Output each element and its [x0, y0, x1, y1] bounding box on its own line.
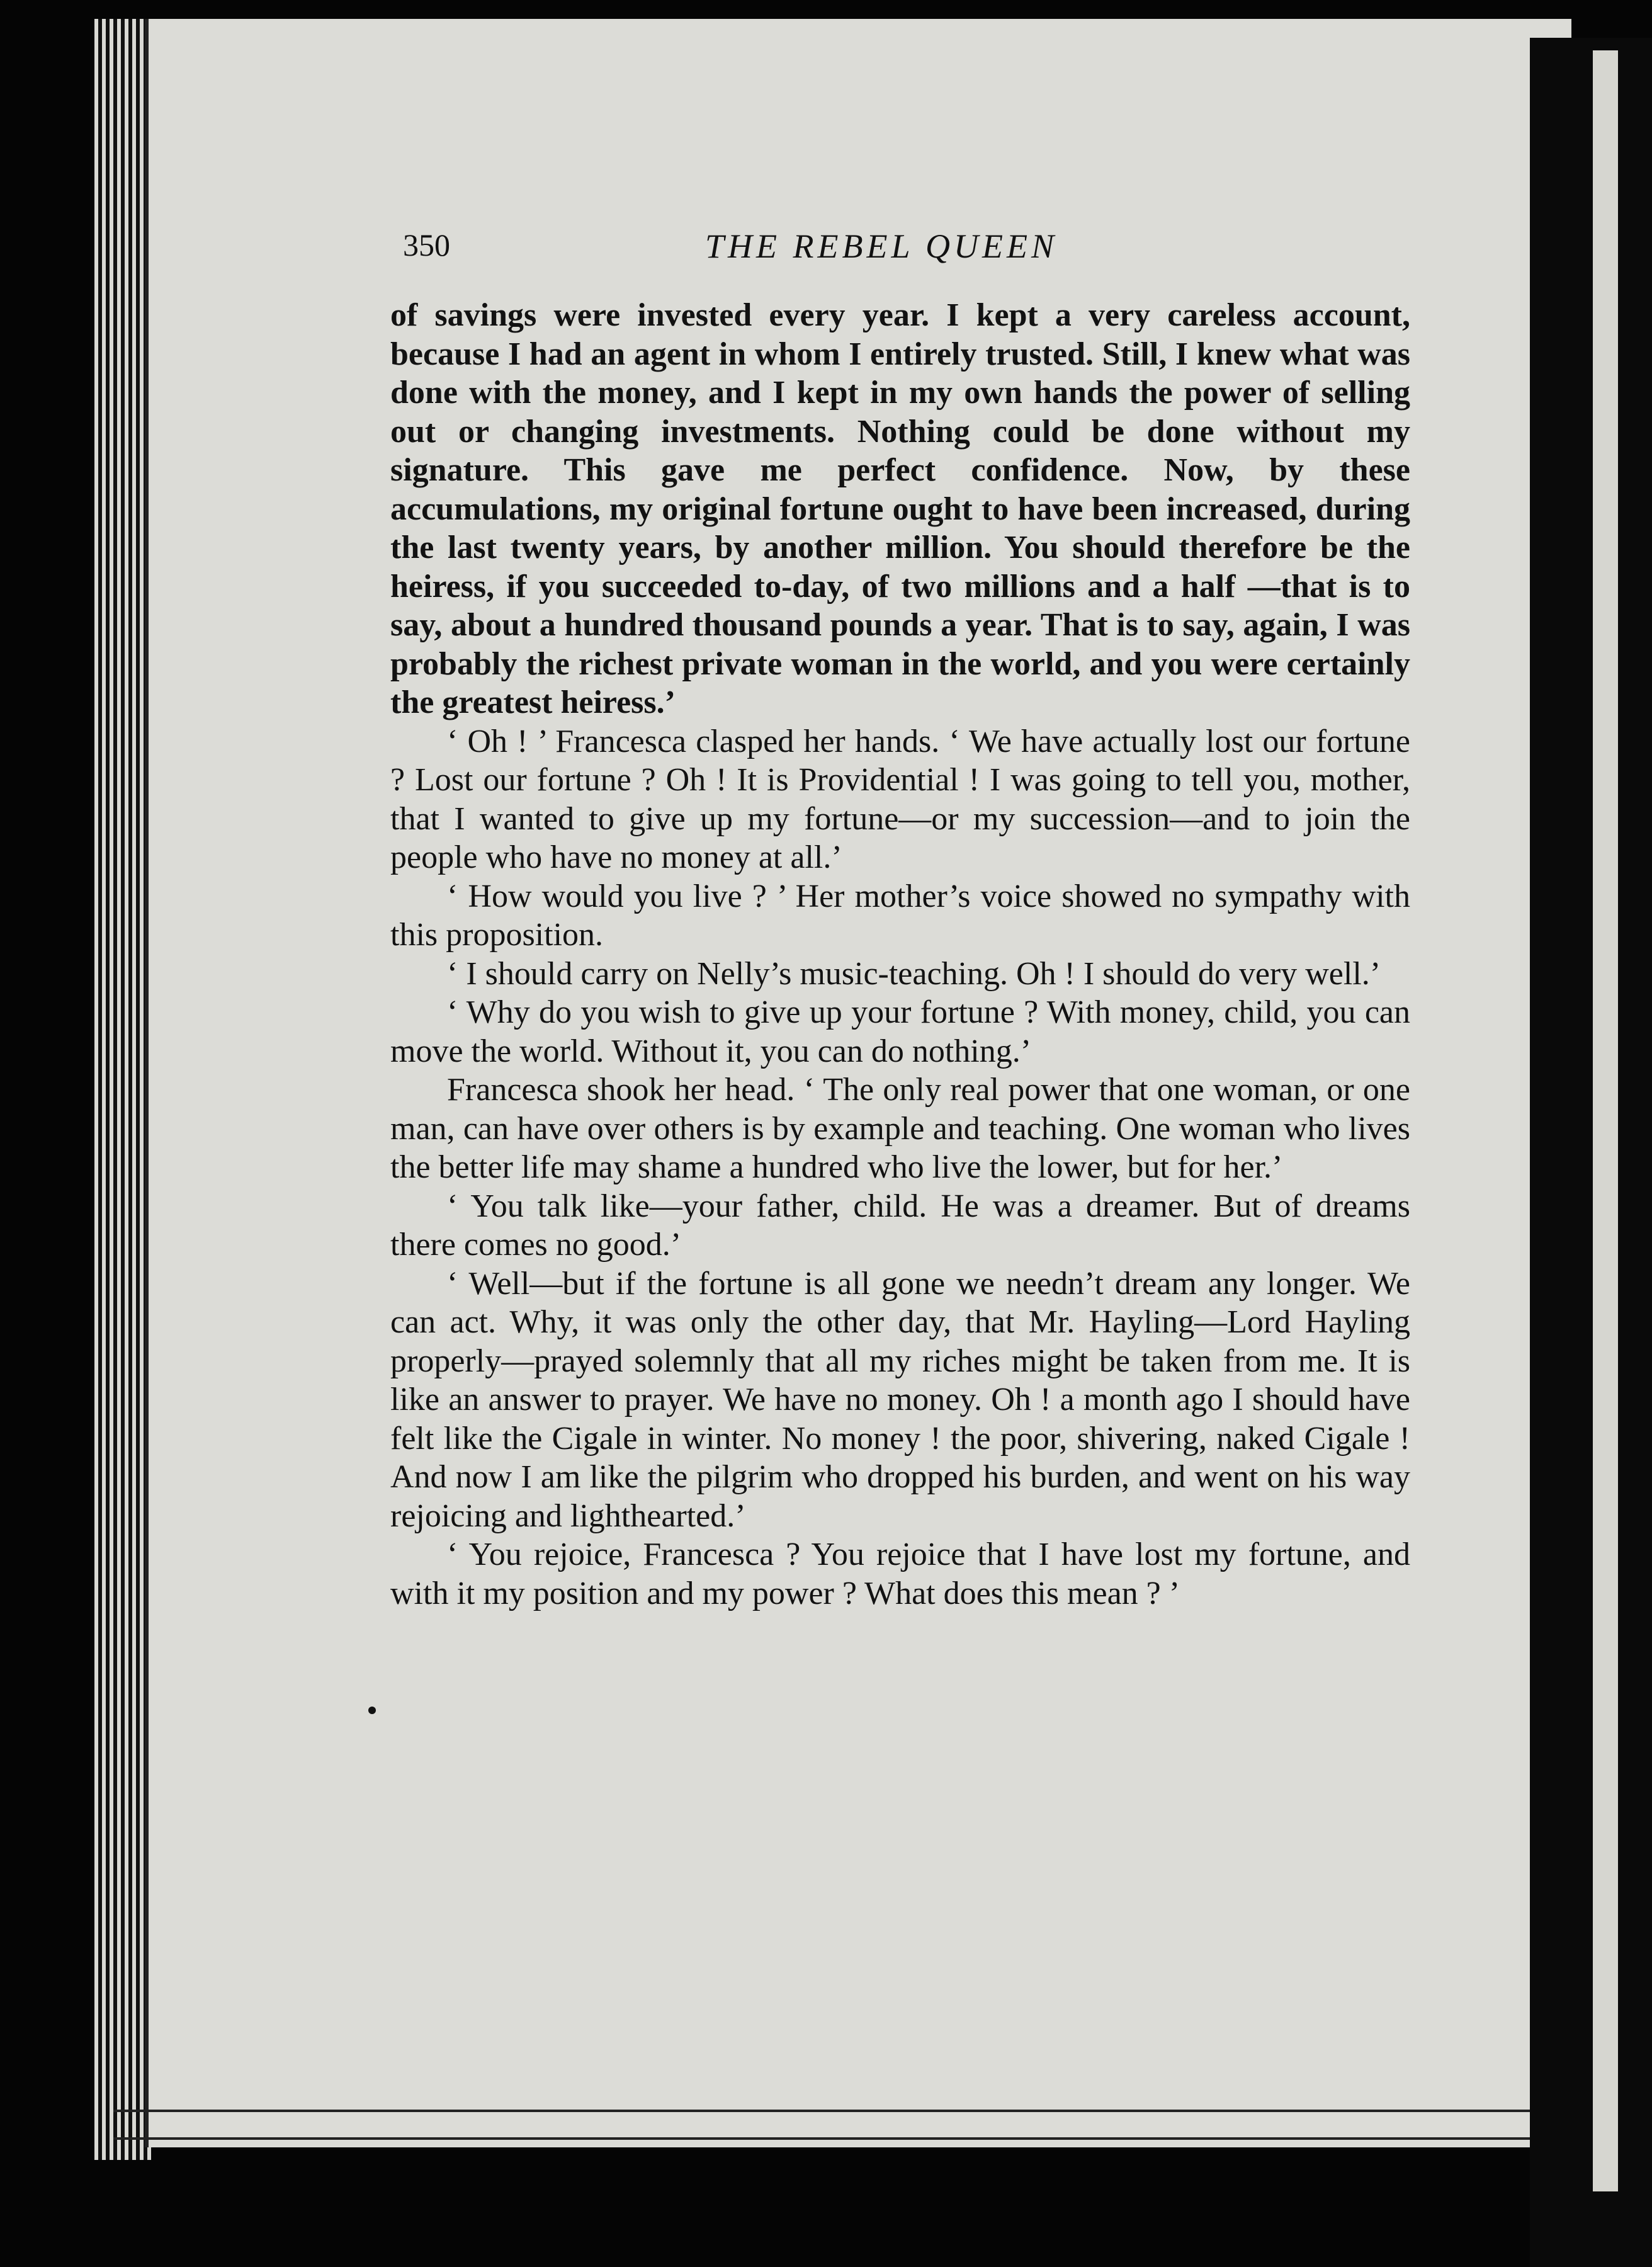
right-margin: [1530, 38, 1652, 2267]
paragraph: ‘ Oh ! ’ Francesca clasped her hands. ‘ We have actually lost our fortune ? Lost our fortune ? Oh ! It is Providential ! I was going to tell you, mother, that I wanted to give up my fortune—or my succession—and to join the people who have no money at all.’: [390, 723, 1410, 875]
page-header: [403, 227, 1473, 277]
book-edge: [94, 19, 151, 2160]
running-title: THE REBEL QUEEN: [705, 227, 1058, 265]
paragraph: ‘ You rejoice, Francesca ? You rejoice that I have lost my fortune, and with it my position and my power ? What does this mean ? ’: [390, 1537, 1410, 1611]
paragraph: ‘ Why do you wish to give up your fortune ? With money, child, you can move the world. Without it, you can do nothing.’: [390, 994, 1410, 1069]
paragraph: of savings were invested every year. I kept a very careless account, because I had an agent in whom I entirely trusted. Still, I knew what was done with the money, and I kept in my own hands the power of selling out or changing investments. Nothing could be done without my signature. This gave me perfect confidence. Now, by these accumulations, my original fortune ought to have been increased, during the last twenty years, by another million. You should therefore be the heiress, if you succeeded to-day, of two millions and a half —that is to say, about a hundred thousand pounds a year. That is to say, again, I was probably the richest private woman in the world, and you were certainly the greatest heiress.’: [390, 297, 1410, 720]
paragraph: ‘ Well—but if the fortune is all gone we needn’t dream any longer. We can act. Why, it was only the other day, that Mr. Hayling—Lord Hayling properly—prayed solemnly that all my riches might be taken from me. It is like an answer to prayer. We have no money. Oh ! a month ago I should have felt like the Cigale in winter. No money ! the poor, shivering, naked Cigale ! And now I am like the pilgrim who dropped his burden, and went on his way rejoicing and lighthearted.’: [390, 1265, 1410, 1534]
paragraph: ‘ I should carry on Nelly’s music-teaching. Oh ! I should do very well.’: [447, 955, 1381, 992]
page-number: 350: [403, 227, 450, 263]
paragraph: ‘ How would you live ? ’ Her mother’s voice showed no sympathy with this proposition.: [390, 878, 1410, 953]
paragraph: Francesca shook her head. ‘ The only real power that one woman, or one man, can have over others is by example and teaching. One woman who lives the better life may shame a hundred who live the lower, but for her.’: [390, 1072, 1410, 1185]
body-text: [390, 296, 1410, 1613]
paragraph: ‘ You talk like—your father, child. He was a dreamer. But of dreams there comes no good.’: [390, 1188, 1410, 1263]
page-border-lines: [113, 2110, 1561, 2140]
adjacent-page-edge: [1593, 50, 1618, 2191]
ink-speck: [368, 1707, 376, 1714]
